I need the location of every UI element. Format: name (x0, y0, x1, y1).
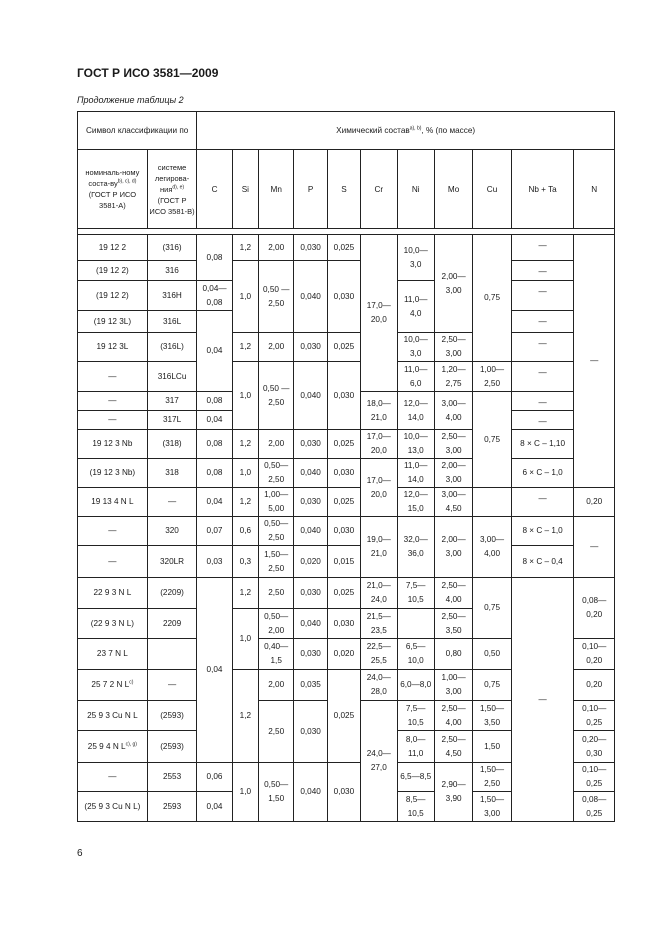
p-cell: 0,040 (294, 609, 327, 639)
header-alloy-system: системе легирова-ния$^{d), e)}$ (ГОСТ Р ИСО 3581-В) (147, 150, 197, 229)
p-cell: 0,030 (294, 578, 327, 609)
cu-cell (473, 488, 511, 517)
s-cell: 0,020 (327, 639, 360, 670)
ni-cell: 11,0—6,0 (397, 362, 434, 392)
c-cell: 0,04 (197, 578, 232, 763)
nb-ta-cell: 8 × C – 0,4 (511, 546, 574, 578)
nominal-cell: (19 12 3 Nb) (78, 459, 148, 488)
mn-cell: 0,50 — 2,50 (259, 362, 294, 430)
nominal-cell: 19 12 2 (78, 235, 148, 261)
s-cell: 0,030 (327, 459, 360, 488)
si-cell: 0,6 (232, 517, 258, 546)
mo-cell: 1,20—2,75 (434, 362, 472, 392)
nb-ta-cell: — (511, 281, 574, 311)
p-cell: 0,040 (294, 763, 327, 822)
mn-cell: 1,00—5,00 (259, 488, 294, 517)
cu-cell: 1,50—3,50 (473, 701, 511, 731)
cr-cell: 17,0—20,0 (361, 430, 397, 459)
nb-ta-cell: — (511, 261, 574, 281)
c-cell: 0,07 (197, 517, 232, 546)
si-cell: 1,2 (232, 670, 258, 763)
nb-ta-cell: — (511, 235, 574, 261)
p-cell: 0,040 (294, 362, 327, 430)
nominal-cell: (25 9 3 Cu N L) (78, 792, 148, 822)
cu-cell: 1,50 (473, 731, 511, 763)
header-mn: Mn (259, 150, 294, 229)
ni-cell: 6,0—8,0 (397, 670, 434, 701)
si-cell: 0,3 (232, 546, 258, 578)
nominal-cell: (19 12 3L) (78, 311, 148, 333)
mn-cell: 0,50—2,50 (259, 459, 294, 488)
system-cell: (316) (147, 235, 197, 261)
nb-ta-cell: 8 × C – 1,10 (511, 430, 574, 459)
cr-cell: 24,0—28,0 (361, 670, 397, 701)
nb-ta-cell: — (511, 362, 574, 392)
table-row (78, 235, 615, 261)
p-cell: 0,040 (294, 459, 327, 488)
nominal-cell: 25 9 3 Cu N L (78, 701, 148, 731)
mo-cell: 2,00—3,00 (434, 517, 472, 578)
n-cell: — (574, 517, 615, 578)
system-cell: 316 (147, 261, 197, 281)
nb-ta-cell: — (511, 333, 574, 362)
cu-cell: 0,75 (473, 578, 511, 639)
n-cell: 0,20—0,30 (574, 731, 615, 763)
ni-cell: 10,0—13,0 (397, 430, 434, 459)
n-cell: 0,20 (574, 488, 615, 517)
mo-cell: 0,80 (434, 639, 472, 670)
system-cell: — (147, 488, 197, 517)
table-row (78, 362, 615, 392)
mo-cell: 2,90—3,90 (434, 763, 472, 822)
nominal-cell: 19 13 4 N L (78, 488, 148, 517)
ni-cell: 8,5—10,5 (397, 792, 434, 822)
mn-cell: 0,50—2,00 (259, 609, 294, 639)
mn-cell: 2,00 (259, 430, 294, 459)
mn-cell: 0,40—1,5 (259, 639, 294, 670)
p-cell: 0,030 (294, 430, 327, 459)
cu-cell: 0,75 (473, 392, 511, 488)
cu-cell: 0,75 (473, 670, 511, 701)
p-cell: 0,030 (294, 488, 327, 517)
si-cell: 1,2 (232, 333, 258, 362)
p-cell: 0,030 (294, 333, 327, 362)
nominal-cell: (19 12 2) (78, 281, 148, 311)
p-cell: 0,030 (294, 639, 327, 670)
cr-cell: 21,5—23,5 (361, 609, 397, 639)
page-number: 6 (77, 848, 83, 859)
cr-cell: 24,0—27,0 (361, 701, 397, 822)
system-cell: (2593) (147, 701, 197, 731)
system-cell: (2593) (147, 731, 197, 763)
p-cell: 0,020 (294, 546, 327, 578)
ni-cell: 12,0—14,0 (397, 392, 434, 430)
c-cell: 0,06 (197, 763, 232, 792)
table-row (78, 517, 615, 546)
si-cell: 1,2 (232, 430, 258, 459)
nominal-cell: 19 12 3L (78, 333, 148, 362)
n-cell: 0,08—0,25 (574, 792, 615, 822)
header-cr: Cr (361, 150, 397, 229)
p-cell: 0,040 (294, 517, 327, 546)
nominal-cell: 23 7 N L (78, 639, 148, 670)
system-cell: — (147, 670, 197, 701)
header-cu: Cu (473, 150, 511, 229)
header-classification-symbol: Символ классификации по (78, 112, 197, 150)
header-si: Si (232, 150, 258, 229)
nb-ta-cell: — (511, 392, 574, 411)
c-cell: 0,04 (197, 488, 232, 517)
nominal-cell: — (78, 546, 148, 578)
header-nb-ta: Nb + Ta (511, 150, 574, 229)
header-p: P (294, 150, 327, 229)
mo-cell: 2,00—3,00 (434, 459, 472, 488)
n-cell: 0,08—0,20 (574, 578, 615, 639)
s-cell: 0,030 (327, 609, 360, 639)
mo-cell: 2,50—4,50 (434, 731, 472, 763)
system-cell: (316L) (147, 333, 197, 362)
c-cell: 0,04 (197, 792, 232, 822)
s-cell: 0,025 (327, 430, 360, 459)
cu-cell: 0,75 (473, 235, 511, 362)
system-cell (147, 639, 197, 670)
system-cell: 318 (147, 459, 197, 488)
mn-cell: 2,50 (259, 701, 294, 763)
n-cell: 0,10—0,20 (574, 639, 615, 670)
table-row (78, 546, 615, 578)
table-caption: Продолжение таблицы 2 (77, 95, 184, 105)
header-nominal-composition: номиналь-ному соста-$ву^{b), c), d)}$ (ГОСТ Р ИСО 3581-А) (78, 150, 148, 229)
nominal-cell: — (78, 517, 148, 546)
system-cell: (2209) (147, 578, 197, 609)
cu-cell: 1,50—3,00 (473, 792, 511, 822)
mn-cell: 2,00 (259, 235, 294, 261)
header-mo: Mo (434, 150, 472, 229)
mo-cell: 2,50—4,00 (434, 701, 472, 731)
c-cell: 0,08 (197, 430, 232, 459)
c-cell: 0,04 (197, 411, 232, 430)
mn-cell: 2,00 (259, 670, 294, 701)
ni-cell: 8,0—11,0 (397, 731, 434, 763)
s-cell: 0,025 (327, 235, 360, 261)
nominal-cell: 19 12 3 Nb (78, 430, 148, 459)
si-cell: 1,2 (232, 235, 258, 261)
table-row (78, 459, 615, 488)
system-cell: 317L (147, 411, 197, 430)
system-cell: (318) (147, 430, 197, 459)
nominal-cell: — (78, 411, 148, 430)
si-cell: 1,2 (232, 488, 258, 517)
cu-cell: 1,00—2,50 (473, 362, 511, 392)
ni-cell: 11,0—14,0 (397, 459, 434, 488)
s-cell: 0,025 (327, 488, 360, 517)
mn-cell: 0,50—1,50 (259, 763, 294, 822)
system-cell: 2593 (147, 792, 197, 822)
nb-ta-cell: 8 × C – 1,0 (511, 517, 574, 546)
cr-cell: 19,0—21,0 (361, 517, 397, 578)
header-n: N (574, 150, 615, 229)
p-cell: 0,030 (294, 235, 327, 261)
mo-cell: 3,00—4,50 (434, 488, 472, 517)
mn-cell: 2,50 (259, 578, 294, 609)
nominal-cell: — (78, 362, 148, 392)
mo-cell: 2,00—3,00 (434, 235, 472, 333)
mn-cell: 1,50—2,50 (259, 546, 294, 578)
s-cell: 0,030 (327, 517, 360, 546)
s-cell: 0,015 (327, 546, 360, 578)
s-cell: 0,030 (327, 362, 360, 430)
mo-cell: 2,50—3,00 (434, 333, 472, 362)
table-row (78, 430, 615, 459)
nominal-cell: — (78, 392, 148, 411)
n-cell: 0,10—0,25 (574, 763, 615, 792)
ni-cell: 32,0—36,0 (397, 517, 434, 578)
nb-ta-cell: — (511, 411, 574, 430)
nominal-cell: 25 7 2 N $L^{c)}$ (78, 670, 148, 701)
mn-cell: 0,50—2,50 (259, 517, 294, 546)
ni-cell: 7,5—10,5 (397, 701, 434, 731)
cr-cell: 18,0—21,0 (361, 392, 397, 430)
ni-cell: 11,0—4,0 (397, 281, 434, 333)
mo-cell: 2,50—3,50 (434, 609, 472, 639)
system-cell: 316LCu (147, 362, 197, 392)
cr-cell: 22,5—25,5 (361, 639, 397, 670)
si-cell: 1,0 (232, 763, 258, 822)
c-cell: 0,08 (197, 459, 232, 488)
chemical-composition-table (77, 111, 615, 822)
nominal-cell: 22 9 3 N L (78, 578, 148, 609)
nominal-cell: — (78, 763, 148, 792)
n-cell: 0,10—0,25 (574, 701, 615, 731)
nominal-cell: (19 12 2) (78, 261, 148, 281)
cu-cell: 1,50—2,50 (473, 763, 511, 792)
system-cell: 2209 (147, 609, 197, 639)
cu-cell: 3,00—4,00 (473, 517, 511, 578)
nb-ta-cell: 6 × C – 1,0 (511, 459, 574, 488)
s-cell: 0,025 (327, 578, 360, 609)
mn-cell: 0,50 — 2,50 (259, 261, 294, 333)
system-cell: 317 (147, 392, 197, 411)
system-cell: 316L (147, 311, 197, 333)
ni-cell: 10,0—3,0 (397, 235, 434, 281)
c-cell: 0,04 (197, 311, 232, 392)
c-cell: 0,04—0,08 (197, 281, 232, 311)
ni-cell: 12,0—15,0 (397, 488, 434, 517)
s-cell: 0,025 (327, 333, 360, 362)
system-cell: 316H (147, 281, 197, 311)
cu-cell: 0,50 (473, 639, 511, 670)
nominal-cell: (22 9 3 N L) (78, 609, 148, 639)
nb-ta-cell: — (511, 578, 574, 822)
cr-cell: 21,0—24,0 (361, 578, 397, 609)
n-cell: — (574, 235, 615, 488)
table-row (78, 261, 615, 281)
nb-ta-cell: — (511, 311, 574, 333)
mo-cell: 2,50—3,00 (434, 430, 472, 459)
ni-cell: 10,0—3,0 (397, 333, 434, 362)
cr-cell: 17,0—20,0 (361, 235, 397, 392)
si-cell: 1,0 (232, 609, 258, 670)
si-cell: 1,0 (232, 261, 258, 333)
system-cell: 2553 (147, 763, 197, 792)
c-cell: 0,08 (197, 392, 232, 411)
si-cell: 1,0 (232, 362, 258, 430)
table-row (78, 578, 615, 609)
nominal-cell: 25 9 4 N $L^{c), g)}$ (78, 731, 148, 763)
table-row (78, 488, 615, 517)
ni-cell: 6,5—8,5 (397, 763, 434, 792)
header-chemical-composition: Химический состав$^{a), b)}$, % (по массе) (197, 112, 615, 150)
p-cell: 0,030 (294, 701, 327, 763)
s-cell: 0,030 (327, 763, 360, 822)
header-s: S (327, 150, 360, 229)
si-cell: 1,0 (232, 459, 258, 488)
ni-cell: 7,5—10,5 (397, 578, 434, 609)
s-cell: 0,025 (327, 670, 360, 763)
header-ni: Ni (397, 150, 434, 229)
mo-cell: 2,50—4,00 (434, 578, 472, 609)
table-row (78, 333, 615, 362)
nb-ta-cell: — (511, 488, 574, 517)
document-title: ГОСТ Р ИСО 3581—2009 (77, 66, 219, 80)
c-cell: 0,03 (197, 546, 232, 578)
si-cell: 1,2 (232, 578, 258, 609)
system-cell: 320LR (147, 546, 197, 578)
cr-cell: 17,0—20,0 (361, 459, 397, 517)
ni-cell: 6,5—10,0 (397, 639, 434, 670)
s-cell: 0,030 (327, 261, 360, 333)
n-cell: 0,20 (574, 670, 615, 701)
mo-cell: 3,00—4,00 (434, 392, 472, 430)
mn-cell: 2,00 (259, 333, 294, 362)
p-cell: 0,040 (294, 261, 327, 333)
ni-cell (397, 609, 434, 639)
mo-cell: 1,00—3,00 (434, 670, 472, 701)
p-cell: 0,035 (294, 670, 327, 701)
c-cell: 0,08 (197, 235, 232, 281)
header-c: C (197, 150, 232, 229)
system-cell: 320 (147, 517, 197, 546)
